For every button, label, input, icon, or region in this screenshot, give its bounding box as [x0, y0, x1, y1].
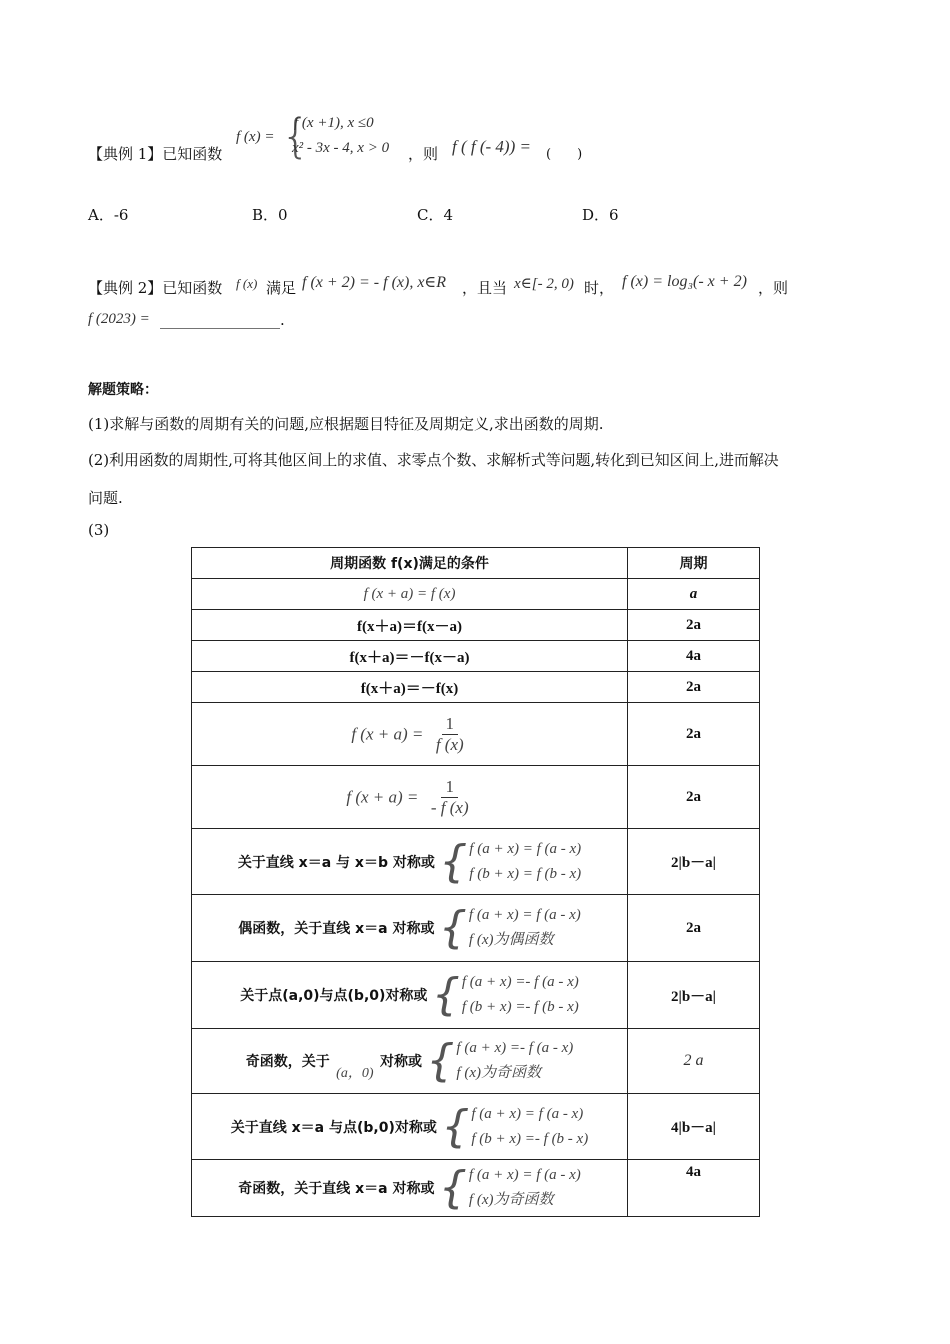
fraction-numerator: 1	[441, 777, 458, 798]
period-cell: 2a	[686, 678, 701, 695]
example2-satisfy: 满足	[266, 279, 297, 297]
header-condition: 周期函数 f(x)满足的条件	[192, 548, 628, 579]
brace: {	[438, 902, 467, 953]
example2-fx: f (x)	[236, 276, 258, 291]
system-line-2: f (b + x) =- f (b - x)	[461, 999, 579, 1015]
condition-lhs: f (x + a) =	[346, 787, 419, 806]
example1-label: 【典例 1】已知函数	[88, 145, 223, 163]
period-cell: 2|b－a|	[671, 988, 716, 1005]
example1-case1: f (x +1), x ≤0	[294, 115, 374, 131]
condition-cell: f(x＋a)＝－f(x－a)	[349, 649, 470, 666]
condition-text: 奇函数，关于直线 x＝a 对称或	[238, 1181, 435, 1197]
example2-then: ，则	[758, 279, 789, 297]
condition-text-2: 对称或	[379, 1054, 422, 1070]
condition-text: 关于直线 x＝a 与点(b,0)对称或	[230, 1119, 437, 1136]
point-notation: (a，0)	[336, 1066, 374, 1081]
example2-when: ，且当	[462, 279, 508, 297]
system-line-1: f (a + x) = f (a - x)	[469, 840, 582, 857]
example1-paren: ( )	[546, 147, 583, 162]
period-cell: 4a	[686, 1164, 701, 1180]
period-cell: 2a	[686, 725, 701, 742]
example1-expr: f ( f (- 4)) =	[452, 137, 531, 156]
example1-brace: {	[281, 109, 311, 163]
period-cell: a	[689, 585, 698, 602]
example2-shi: 时，	[584, 279, 615, 297]
period-cell: 2a	[686, 616, 701, 633]
system-line-2: f (x)为奇函数	[456, 1065, 541, 1081]
period-cell: 2a	[686, 919, 701, 936]
fraction-numerator: 1	[442, 714, 459, 735]
example2-ask: f (2023) =	[88, 311, 150, 327]
table-row	[192, 672, 760, 703]
example1-fx: f (x) =	[236, 129, 275, 145]
fraction	[432, 714, 468, 755]
system-line-2: f (b + x) = f (b - x)	[469, 865, 582, 882]
brace: {	[439, 835, 468, 887]
table-row	[192, 829, 760, 895]
period-cell: 2 a	[683, 1052, 704, 1069]
option-b: B．0	[252, 206, 288, 224]
equation-system	[441, 1102, 588, 1152]
period-cell: 4a	[686, 647, 701, 664]
equation-system	[439, 903, 581, 953]
equation-system	[439, 1163, 581, 1213]
strategy-title: 解题策略：	[88, 382, 158, 398]
brace: {	[438, 1162, 467, 1213]
strategy-p1: (1)求解与函数的周期有关的问题,应根据题目特征及周期定义,求出函数的周期.	[88, 415, 604, 433]
example1-then: ，则	[408, 145, 439, 163]
table-row	[192, 1094, 760, 1160]
system-line-1: f (a + x) =- f (a - x)	[461, 974, 579, 990]
table-row	[192, 579, 760, 610]
system-line-2: f (x)为偶函数	[468, 932, 554, 948]
table-row	[192, 766, 760, 829]
condition-cell: f(x＋a)＝－f(x)	[360, 680, 459, 697]
brace: {	[426, 1035, 455, 1086]
table-row	[192, 641, 760, 672]
strategy-p2: (2)利用函数的周期性,可将其他区间上的求值、求零点个数、求解析式等问题,转化到已知区间上,进而解决	[88, 451, 779, 469]
strategy-p2-cont: 问题.	[88, 489, 123, 507]
system-line-2: f (x)为奇函数	[468, 1192, 554, 1208]
condition-cell: f (x + a) = f (x)	[363, 585, 456, 602]
condition-text: 关于直线 x＝a 与 x＝b 对称或	[237, 854, 435, 871]
table-row	[192, 703, 760, 766]
table-row	[192, 1160, 760, 1217]
table-header-row	[192, 548, 760, 579]
table-row	[192, 610, 760, 641]
condition-text: 关于点(a,0)与点(b,0)对称或	[240, 988, 428, 1004]
period-cell: 4|b－a|	[671, 1120, 716, 1136]
system-line-1: f (a + x) = f (a - x)	[471, 1105, 584, 1122]
strategy-p3: (3)	[88, 521, 110, 539]
option-d: D．6	[582, 206, 619, 224]
example2-blank: ________________.	[160, 311, 285, 329]
equation-system	[426, 1036, 573, 1086]
condition-text: 偶函数，关于直线 x＝a 对称或	[238, 921, 435, 937]
option-a: A．-6	[88, 206, 129, 224]
system-line-2: f (b + x) =- f (b - x)	[471, 1130, 589, 1147]
period-cell: 2|b－a|	[671, 855, 716, 871]
system-line-1: f (a + x) = f (a - x)	[468, 1167, 581, 1183]
period-cell: 2a	[686, 788, 701, 805]
system-line-1: f (a + x) = f (a - x)	[468, 907, 581, 923]
example1-case2: x² - 3x - 4, x > 0	[292, 140, 390, 156]
brace: {	[441, 1100, 470, 1152]
condition-text: 奇函数，关于	[245, 1054, 330, 1070]
brace: {	[431, 969, 460, 1020]
table-row	[192, 895, 760, 962]
equation-system	[439, 837, 581, 887]
condition-lhs: f (x + a) =	[351, 724, 424, 743]
table-row	[192, 1029, 760, 1094]
example2-label: 【典例 2】已知函数	[88, 279, 223, 297]
fraction	[427, 777, 473, 818]
example2-cond: f (x + 2) = - f (x), x∈R	[302, 274, 447, 291]
period-table	[191, 547, 760, 1217]
option-c: C．4	[417, 206, 454, 224]
fraction-denominator: - f (x)	[430, 797, 469, 817]
header-period: 周期	[628, 548, 760, 579]
table-row	[192, 962, 760, 1029]
equation-system	[432, 970, 579, 1020]
system-line-1: f (a + x) =- f (a - x)	[456, 1040, 574, 1056]
fraction-denominator: f (x)	[435, 734, 464, 754]
condition-cell: f(x＋a)＝f(x－a)	[357, 618, 462, 635]
example2-def: f (x) = log₃(- x + 2)	[622, 273, 747, 290]
example2-domain: x∈[- 2, 0)	[514, 276, 574, 292]
